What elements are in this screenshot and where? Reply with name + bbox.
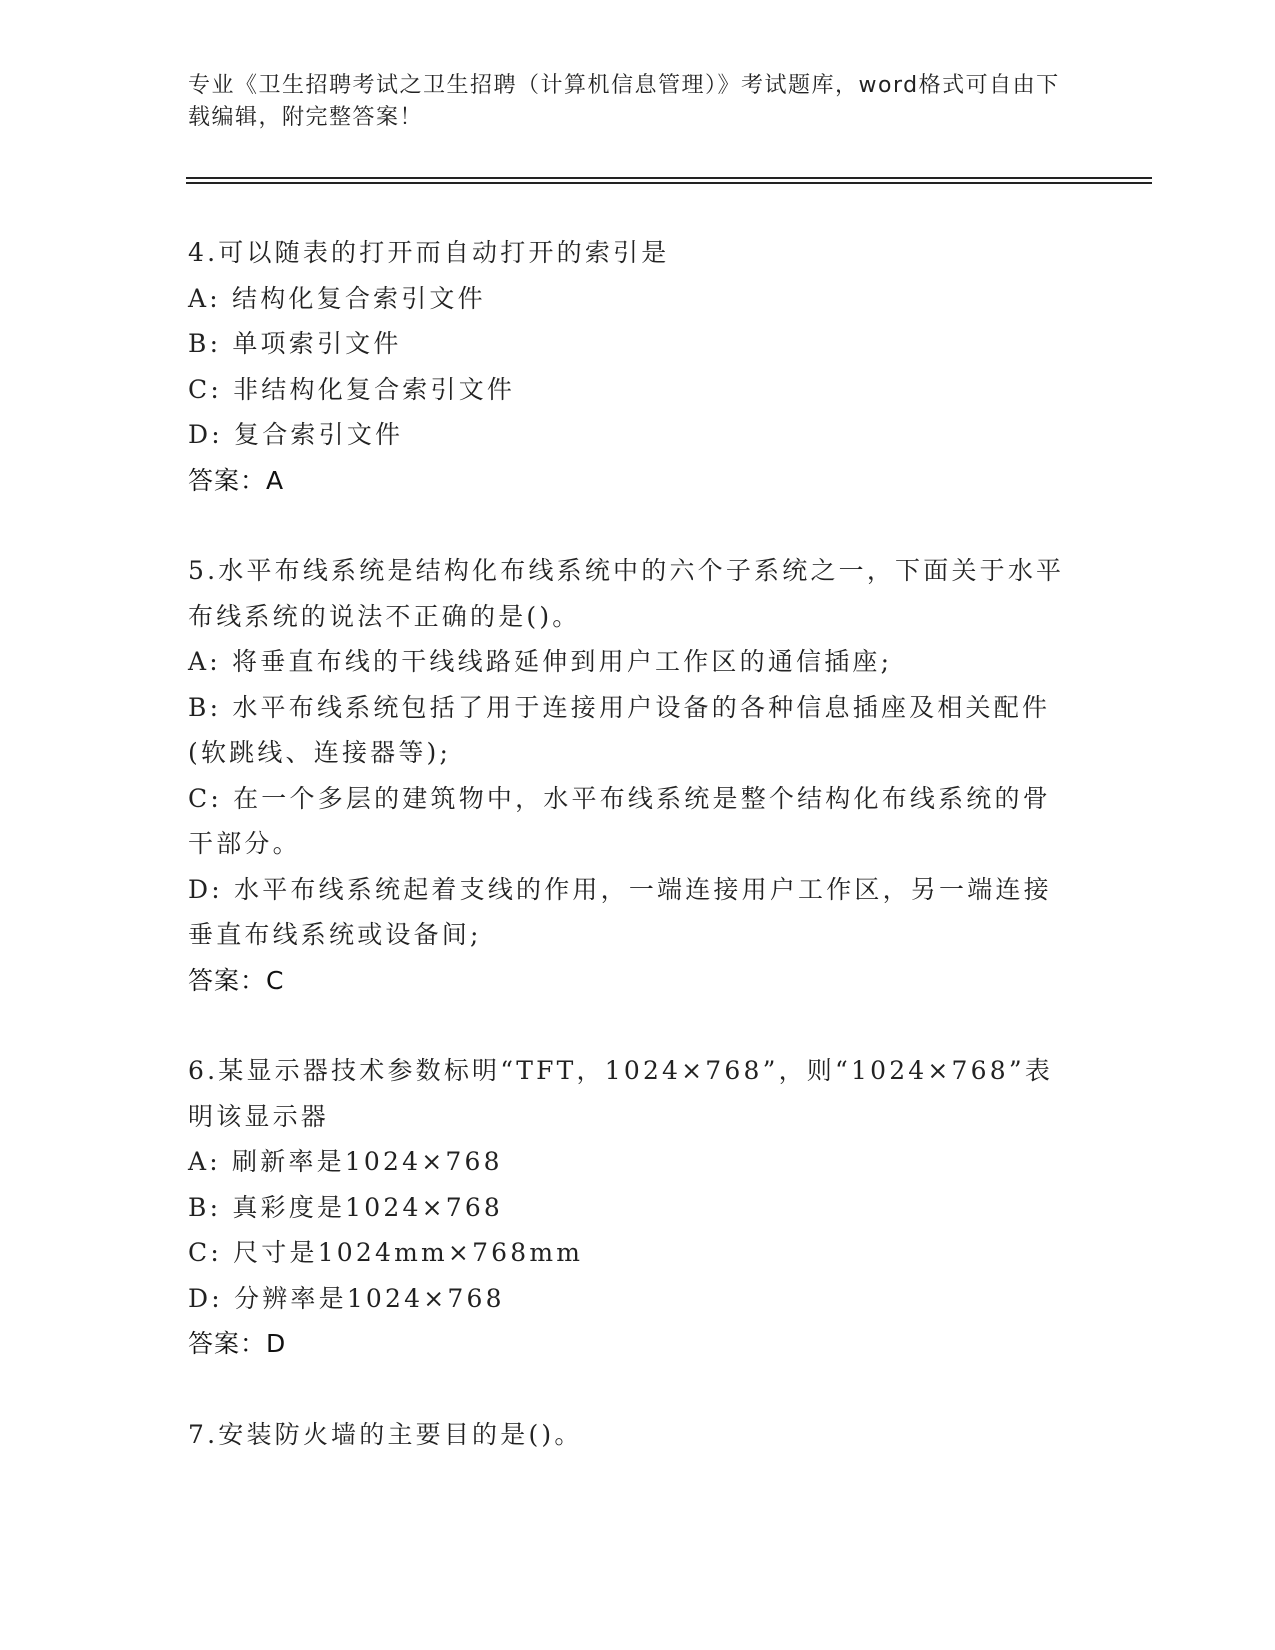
header-rule-bottom (186, 182, 1152, 184)
question-spacer (188, 503, 1078, 548)
answer-label: 答案：C (188, 965, 285, 995)
option-d: D: 分辨率是1024×768 (188, 1283, 505, 1313)
question-6 (188, 1048, 1078, 1367)
option-b: B: 水平布线系统包括了用于连接用户设备的各种信息插座及相关配件(软跳线、连接器等); (188, 692, 1051, 767)
option-d: D: 复合索引文件 (188, 420, 404, 449)
option-c: C: 非结构化复合索引文件 (188, 374, 516, 404)
option-a: A: 将垂直布线的干线线路延伸到用户工作区的通信插座; (188, 647, 893, 676)
question-4 (188, 230, 1078, 503)
question-stem: 6.某显示器技术参数标明“TFT，1024×768”，则“1024×768”表明该显示器 (188, 1056, 1054, 1131)
question-spacer (188, 1003, 1078, 1048)
option-d: D: 水平布线系统起着支线的作用，一端连接用户工作区，另一端连接垂直布线系统或设备间; (188, 874, 1052, 949)
answer-label: 答案：D (188, 1329, 287, 1358)
question-spacer (188, 1367, 1078, 1412)
question-stem: 5.水平布线系统是结构化布线系统中的六个子系统之一，下面关于水平布线系统的说法不正确的是()。 (188, 556, 1065, 631)
option-b: B: 真彩度是1024×768 (188, 1192, 504, 1222)
question-stem: 7.安装防火墙的主要目的是()。 (188, 1419, 583, 1449)
question-stem: 4.可以随表的打开而自动打开的索引是 (188, 238, 670, 267)
question-list (188, 230, 1078, 1457)
option-a: A: 刷新率是1024×768 (188, 1147, 503, 1176)
answer-label: 答案：A (188, 465, 285, 495)
question-7 (188, 1412, 1078, 1458)
question-5 (188, 548, 1078, 1003)
option-b: B: 单项索引文件 (188, 329, 402, 358)
option-c: C: 在一个多层的建筑物中，水平布线系统是整个结构化布线系统的骨干部分。 (188, 783, 1051, 858)
document-header: 专业《卫生招聘考试之卫生招聘（计算机信息管理）》考试题库，word格式可自由下载编辑，附完整答案！ (188, 73, 1060, 130)
option-a: A: 结构化复合索引文件 (188, 283, 486, 313)
header-rule-top (186, 177, 1152, 179)
option-c: C: 尺寸是1024mm×768mm (188, 1238, 584, 1267)
